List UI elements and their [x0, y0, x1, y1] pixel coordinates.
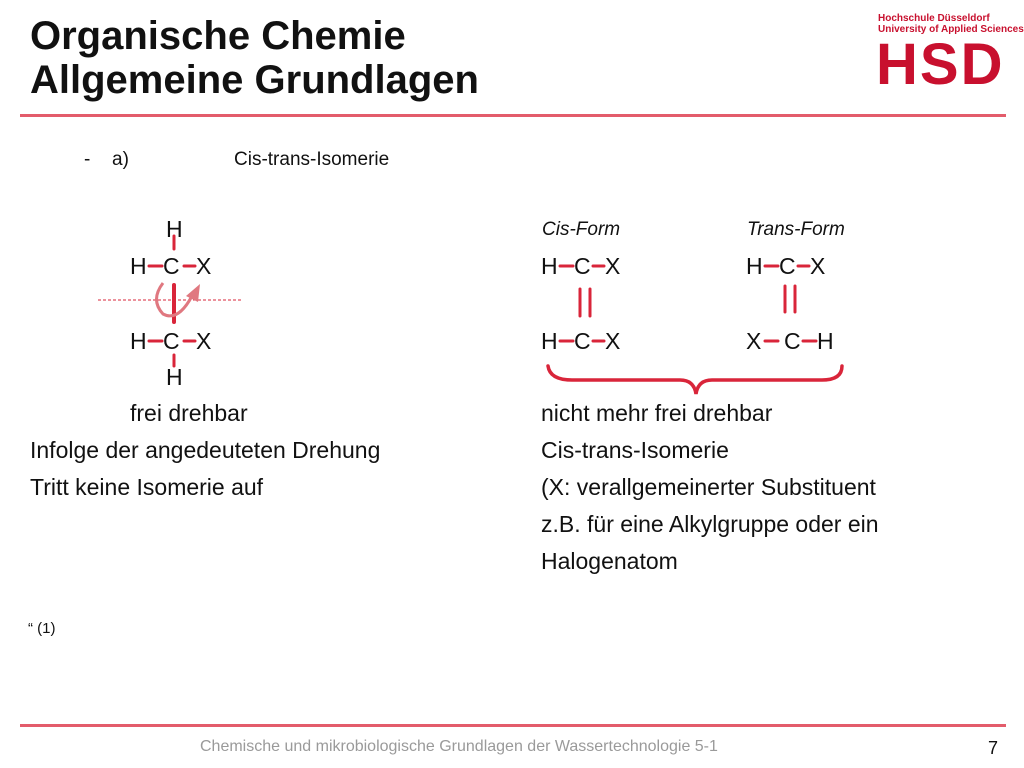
title-line-2: Allgemeine Grundlagen [30, 58, 479, 102]
left-bottom-h: H [166, 364, 183, 390]
trans-label: Trans-Form [747, 219, 845, 240]
rotation-arrowhead [186, 284, 200, 302]
left-r1-x: X [196, 253, 212, 279]
reference-note: “ (1) [28, 620, 56, 637]
right-text-3: (X: verallgemeinerter Substituent [541, 474, 876, 500]
bullet-label: a) [112, 149, 129, 170]
trans-r2-c: C [784, 328, 801, 354]
right-text-2: Cis-trans-Isomerie [541, 437, 729, 463]
isomer-brace [548, 366, 842, 394]
cis-r2-h: H [541, 328, 558, 354]
hsd-logo: HSD [876, 32, 1005, 97]
left-r2-h: H [130, 328, 147, 354]
cis-r2-x: X [605, 328, 621, 354]
title-line-1: Organische Chemie [30, 14, 406, 58]
right-text-5: Halogenatom [541, 548, 678, 574]
bullet-dash: - [84, 149, 91, 170]
cis-r1-x: X [605, 253, 621, 279]
right-text-4: z.B. für eine Alkylgruppe oder ein [541, 511, 879, 537]
footer-text: Chemische und mikrobiologische Grundlagen der Wassertechnologie 5-1 [200, 738, 718, 755]
trans-r2-h: H [817, 328, 834, 354]
cis-r1-c: C [574, 253, 591, 279]
left-text-3: Tritt keine Isomerie auf [30, 474, 264, 500]
left-r2-x: X [196, 328, 212, 354]
trans-r2-x: X [746, 328, 762, 354]
bullet-text: Cis-trans-Isomerie [234, 149, 390, 170]
cis-label: Cis-Form [542, 219, 621, 240]
trans-r1-c: C [779, 253, 796, 279]
logo-line-2: University of Applied Sciences [878, 24, 1024, 35]
left-top-h: H [166, 216, 183, 242]
right-text-1: nicht mehr frei drehbar [541, 400, 773, 426]
left-r1-c: C [163, 253, 180, 279]
left-text-2: Infolge der angedeuteten Drehung [30, 437, 381, 463]
page-number: 7 [988, 738, 999, 758]
trans-r1-h: H [746, 253, 763, 279]
cis-r1-h: H [541, 253, 558, 279]
logo-line-1: Hochschule Düsseldorf [878, 13, 990, 24]
left-text-1: frei drehbar [130, 400, 248, 426]
left-r1-h: H [130, 253, 147, 279]
cis-r2-c: C [574, 328, 591, 354]
left-r2-c: C [163, 328, 180, 354]
trans-r1-x: X [810, 253, 826, 279]
